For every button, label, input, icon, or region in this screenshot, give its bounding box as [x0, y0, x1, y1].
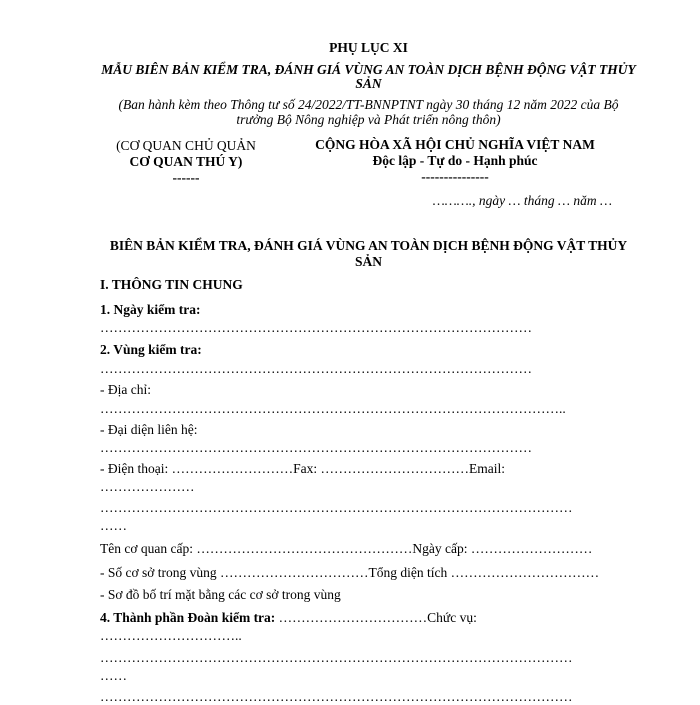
team-field-3[interactable]: ……………………………………………………………………………………………: [100, 689, 573, 704]
address-label: - Địa chỉ:: [100, 382, 151, 397]
representative-label: - Đại diện liên hệ:: [100, 422, 198, 437]
national-motto: Độc lập - Tự do - Hạnh phúc: [372, 153, 538, 168]
national-rule: ---------------: [421, 169, 489, 184]
layout-line: - Sơ đồ bố trí mặt bằng các cơ sở trong vùng: [100, 587, 341, 602]
inspection-date-field[interactable]: ……………………………………………………………………………………: [100, 320, 532, 335]
national-header: [290, 137, 620, 185]
agency-header: [98, 138, 274, 186]
team-field-2-end[interactable]: ……: [100, 668, 127, 683]
representative-field[interactable]: ……………………………………………………………………………………: [100, 440, 532, 455]
annex-title: PHỤ LỤC XI: [329, 40, 408, 55]
inspection-date-label: 1. Ngày kiểm tra:: [100, 302, 201, 317]
zone-field[interactable]: ……………………………………………………………………………………: [100, 361, 532, 376]
section-1-heading: I. THÔNG TIN CHUNG: [100, 277, 243, 292]
team-label: 4. Thành phần Đoàn kiểm tra:: [100, 610, 276, 625]
phone-fax-email-line[interactable]: - Điện thoại: ………………………Fax: ……………………………Email:: [100, 461, 505, 476]
team-field[interactable]: ……………………………Chức vụ:: [275, 610, 477, 625]
address-field[interactable]: …………………………………………………………………………………………..: [100, 401, 566, 416]
place-date: ………., ngày … tháng … năm …: [432, 193, 612, 208]
agency-rule: ------: [172, 170, 200, 185]
issued-note: (Ban hành kèm theo Thông tư số 24/2022/TT-BNNPTNT ngày 30 tháng 12 năm 2022 của Bộ trưởng Bộ Nông nghiệp và Phát triển nông thôn): [118, 97, 619, 127]
phone-continuation[interactable]: …………………: [100, 479, 195, 494]
email-field-end[interactable]: ……: [100, 518, 127, 533]
team-continuation[interactable]: …………………………..: [100, 628, 242, 643]
zone-label: 2. Vùng kiểm tra:: [100, 342, 202, 357]
report-title: BIÊN BẢN KIỂM TRA, ĐÁNH GIÁ VÙNG AN TOÀN DỊCH BỆNH ĐỘNG VẬT THỦY SẢN: [109, 238, 628, 269]
national-title: CỘNG HÒA XÃ HỘI CHỦ NGHĨA VIỆT NAM: [315, 137, 595, 152]
agency-line-1: (CƠ QUAN CHỦ QUẢN: [116, 138, 256, 153]
form-title: MẪU BIÊN BẢN KIỂM TRA, ĐÁNH GIÁ VÙNG AN TOÀN DỊCH BỆNH ĐỘNG VẬT THỦY SẢN: [101, 62, 636, 91]
team-line: [100, 610, 477, 626]
email-field[interactable]: ……………………………………………………………………………………………: [100, 500, 573, 515]
agency-line-2: CƠ QUAN THÚ Y): [129, 154, 243, 169]
facilities-line[interactable]: - Số cơ sở trong vùng ……………………………Tổng diện tích ……………………………: [100, 565, 600, 580]
issuer-line[interactable]: Tên cơ quan cấp: …………………………………………Ngày cấp: ………………………: [100, 541, 593, 556]
team-field-2[interactable]: ……………………………………………………………………………………………: [100, 650, 573, 665]
